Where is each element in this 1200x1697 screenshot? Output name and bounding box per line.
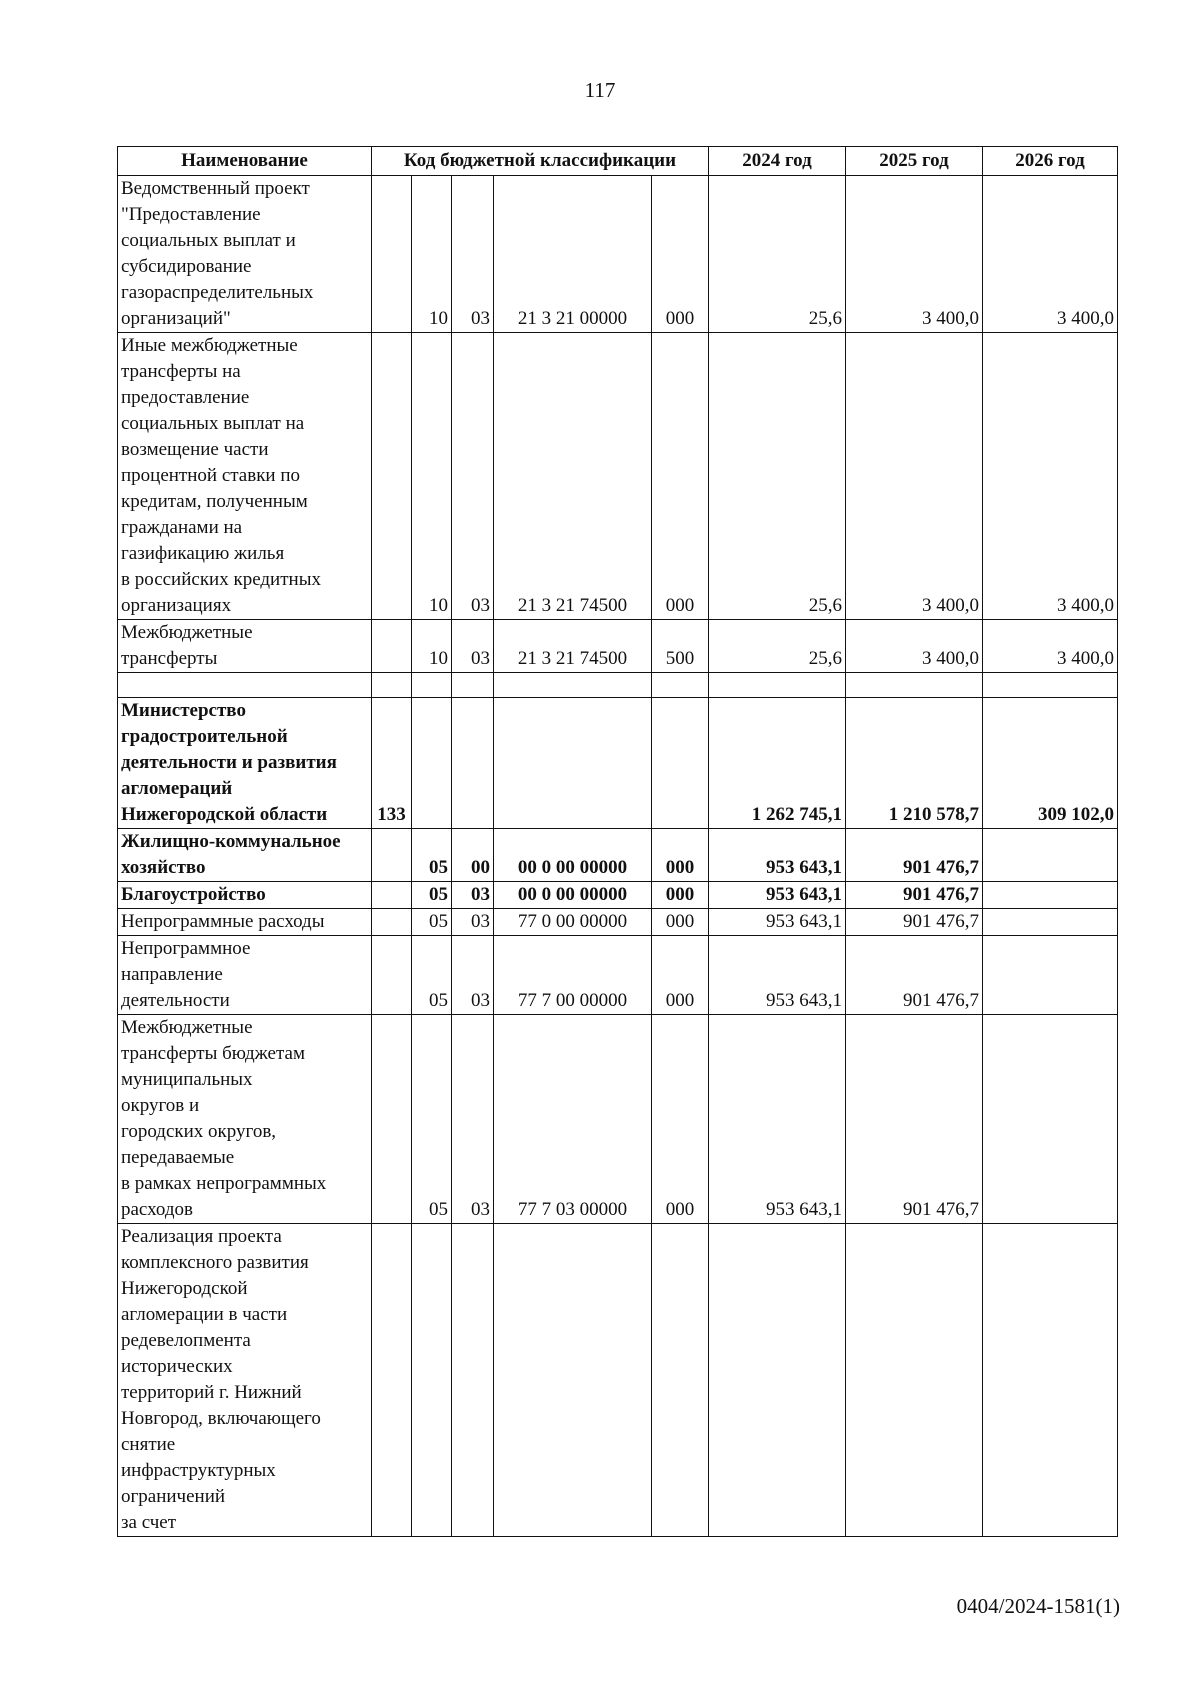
amount-2025-cell: 3 400,0 xyxy=(846,333,983,620)
row-name-cell xyxy=(118,698,372,829)
row-name-line: процентной ставки по xyxy=(121,465,301,486)
row-name-line: кредитам, полученным xyxy=(121,491,308,512)
row-name-cell xyxy=(118,620,372,673)
subsection-code-cell: 03 xyxy=(452,936,494,1015)
row-name-line: социальных выплат на xyxy=(121,413,305,434)
row-name-line: организаций" xyxy=(121,308,231,329)
subsection-code-cell: 03 xyxy=(452,882,494,909)
grbs-code-cell xyxy=(372,1224,412,1537)
section-code-cell: 05 xyxy=(412,1015,452,1224)
row-name-line: ограничений xyxy=(121,1486,226,1507)
header-row xyxy=(118,147,1118,176)
header-2026: 2026 год xyxy=(983,147,1118,176)
grbs-code-cell xyxy=(372,333,412,620)
grbs-code-cell xyxy=(372,1015,412,1224)
section-code-cell xyxy=(412,1224,452,1537)
expense-type-cell xyxy=(652,673,709,698)
row-name-cell xyxy=(118,176,372,333)
row-name-line: градостроительной xyxy=(121,726,288,747)
expense-type-cell: 000 xyxy=(652,1015,709,1224)
grbs-code-cell xyxy=(372,673,412,698)
amount-2024-cell: 25,6 xyxy=(709,620,846,673)
table-row xyxy=(118,909,1118,936)
row-name-line: хозяйство xyxy=(121,857,206,878)
expense-type-cell: 000 xyxy=(652,909,709,936)
amount-2026-cell: 3 400,0 xyxy=(983,620,1118,673)
section-code-cell xyxy=(412,673,452,698)
header-code: Код бюджетной классификации xyxy=(372,147,709,176)
row-name-line: Жилищно-коммунальное xyxy=(121,831,341,852)
target-article-cell: 00 0 00 00000 xyxy=(494,829,652,882)
row-name-line: деятельности и развития xyxy=(121,752,337,773)
amount-2026-cell xyxy=(983,673,1118,698)
row-name-line: социальных выплат и xyxy=(121,230,296,251)
section-code-cell: 05 xyxy=(412,829,452,882)
expense-type-cell: 000 xyxy=(652,829,709,882)
grbs-code-cell xyxy=(372,176,412,333)
section-code-cell: 05 xyxy=(412,882,452,909)
target-article-cell xyxy=(494,673,652,698)
row-name-line: Непрограммное xyxy=(121,938,251,959)
target-article-cell: 00 0 00 00000 xyxy=(494,882,652,909)
amount-2026-cell xyxy=(983,1015,1118,1224)
row-name-line: Ведомственный проект xyxy=(121,178,310,199)
row-name-line: инфраструктурных xyxy=(121,1460,276,1481)
target-article-cell: 21 3 21 74500 xyxy=(494,620,652,673)
row-name-line: за счет xyxy=(121,1512,177,1533)
amount-2024-cell: 953 643,1 xyxy=(709,936,846,1015)
amount-2025-cell: 3 400,0 xyxy=(846,176,983,333)
row-name-cell xyxy=(118,829,372,882)
table-row xyxy=(118,333,1118,620)
row-name-cell xyxy=(118,673,372,698)
row-name-line: газификацию жилья xyxy=(121,543,285,564)
amount-2026-cell xyxy=(983,829,1118,882)
row-name-cell xyxy=(118,936,372,1015)
section-code-cell xyxy=(412,698,452,829)
amount-2024-cell: 953 643,1 xyxy=(709,882,846,909)
amount-2024-cell: 1 262 745,1 xyxy=(709,698,846,829)
section-code-cell: 10 xyxy=(412,333,452,620)
header-2025: 2025 год xyxy=(846,147,983,176)
expense-type-cell: 000 xyxy=(652,882,709,909)
amount-2026-cell: 3 400,0 xyxy=(983,333,1118,620)
table-row xyxy=(118,1015,1118,1224)
row-name-line: "Предоставление xyxy=(121,204,261,225)
amount-2025-cell: 901 476,7 xyxy=(846,1015,983,1224)
expense-type-cell xyxy=(652,698,709,829)
row-name-line: городских округов, передаваемые xyxy=(121,1121,277,1168)
expense-type-cell: 000 xyxy=(652,176,709,333)
row-name-line: территорий г. Нижний xyxy=(121,1382,302,1403)
amount-2025-cell: 901 476,7 xyxy=(846,829,983,882)
amount-2026-cell xyxy=(983,1224,1118,1537)
section-code-cell: 10 xyxy=(412,176,452,333)
row-name-line: Межбюджетные xyxy=(121,622,253,643)
amount-2024-cell: 953 643,1 xyxy=(709,909,846,936)
target-article-cell xyxy=(494,1224,652,1537)
table-row xyxy=(118,620,1118,673)
amount-2025-cell xyxy=(846,673,983,698)
row-name-line: редевелопмента xyxy=(121,1330,251,1351)
amount-2026-cell xyxy=(983,936,1118,1015)
grbs-code-cell xyxy=(372,620,412,673)
amount-2024-cell: 953 643,1 xyxy=(709,829,846,882)
row-name-line: трансферты на xyxy=(121,361,241,382)
header-2024: 2024 год xyxy=(709,147,846,176)
amount-2024-cell: 25,6 xyxy=(709,176,846,333)
row-name-line: Межбюджетные xyxy=(121,1017,253,1038)
amount-2026-cell: 309 102,0 xyxy=(983,698,1118,829)
table-row xyxy=(118,673,1118,698)
row-name-line: округов и xyxy=(121,1095,200,1116)
amount-2025-cell xyxy=(846,1224,983,1537)
row-name-line: Новгород, включающего снятие xyxy=(121,1408,321,1455)
header-name: Наименование xyxy=(118,147,372,176)
row-name-line: Иные межбюджетные xyxy=(121,335,298,356)
row-name-line: Непрограммные расходы xyxy=(121,911,325,932)
row-name-cell xyxy=(118,1015,372,1224)
grbs-code-cell xyxy=(372,882,412,909)
row-name-line: Министерство xyxy=(121,700,246,721)
section-code-cell: 05 xyxy=(412,936,452,1015)
row-name-line: агломераций Нижегородской области xyxy=(121,778,328,825)
table-row xyxy=(118,829,1118,882)
grbs-code-cell xyxy=(372,829,412,882)
expense-type-cell: 000 xyxy=(652,936,709,1015)
subsection-code-cell: 00 xyxy=(452,829,494,882)
section-code-cell: 10 xyxy=(412,620,452,673)
row-name-cell xyxy=(118,333,372,620)
budget-table xyxy=(117,146,1118,1537)
row-name-line: агломерации в части xyxy=(121,1304,288,1325)
row-name-line: предоставление xyxy=(121,387,250,408)
row-name-line: Благоустройство xyxy=(121,884,266,905)
row-name-line: деятельности xyxy=(121,990,230,1011)
amount-2026-cell: 3 400,0 xyxy=(983,176,1118,333)
target-article-cell: 77 7 03 00000 xyxy=(494,1015,652,1224)
row-name-line: организациях xyxy=(121,595,232,616)
amount-2025-cell: 901 476,7 xyxy=(846,909,983,936)
subsection-code-cell: 03 xyxy=(452,620,494,673)
subsection-code-cell: 03 xyxy=(452,1015,494,1224)
row-name-cell xyxy=(118,1224,372,1537)
target-article-cell xyxy=(494,698,652,829)
amount-2025-cell: 3 400,0 xyxy=(846,620,983,673)
row-name-line: комплексного развития xyxy=(121,1252,309,1273)
grbs-code-cell xyxy=(372,909,412,936)
row-name-line: субсидирование газораспределительных xyxy=(121,256,314,303)
amount-2024-cell: 25,6 xyxy=(709,333,846,620)
target-article-cell: 77 0 00 00000 xyxy=(494,909,652,936)
expense-type-cell xyxy=(652,1224,709,1537)
amount-2024-cell xyxy=(709,1224,846,1537)
row-name-line: Реализация проекта xyxy=(121,1226,282,1247)
table-row xyxy=(118,1224,1118,1537)
subsection-code-cell xyxy=(452,698,494,829)
table-row xyxy=(118,176,1118,333)
grbs-code-cell: 133 xyxy=(372,698,412,829)
amount-2026-cell xyxy=(983,909,1118,936)
amount-2024-cell xyxy=(709,673,846,698)
subsection-code-cell: 03 xyxy=(452,909,494,936)
subsection-code-cell: 03 xyxy=(452,333,494,620)
table-row xyxy=(118,882,1118,909)
row-name-line: исторических xyxy=(121,1356,233,1377)
amount-2025-cell: 901 476,7 xyxy=(846,936,983,1015)
subsection-code-cell xyxy=(452,673,494,698)
expense-type-cell: 500 xyxy=(652,620,709,673)
row-name-line: в рамках непрограммных расходов xyxy=(121,1173,327,1220)
grbs-code-cell xyxy=(372,936,412,1015)
table-row xyxy=(118,698,1118,829)
row-name-line: Нижегородской xyxy=(121,1278,248,1299)
target-article-cell: 21 3 21 74500 xyxy=(494,333,652,620)
amount-2024-cell: 953 643,1 xyxy=(709,1015,846,1224)
row-name-line: трансферты xyxy=(121,648,218,669)
expense-type-cell: 000 xyxy=(652,333,709,620)
table-row xyxy=(118,936,1118,1015)
row-name-line: возмещение части xyxy=(121,439,269,460)
amount-2026-cell xyxy=(983,882,1118,909)
amount-2025-cell: 1 210 578,7 xyxy=(846,698,983,829)
subsection-code-cell xyxy=(452,1224,494,1537)
row-name-line: направление xyxy=(121,964,223,985)
target-article-cell: 77 7 00 00000 xyxy=(494,936,652,1015)
row-name-cell xyxy=(118,909,372,936)
target-article-cell: 21 3 21 00000 xyxy=(494,176,652,333)
document-code: 0404/2024-1581(1) xyxy=(956,1594,1120,1618)
row-name-line: трансферты бюджетам муниципальных xyxy=(121,1043,305,1090)
subsection-code-cell: 03 xyxy=(452,176,494,333)
amount-2025-cell: 901 476,7 xyxy=(846,882,983,909)
page-number: 117 xyxy=(584,78,616,102)
row-name-line: в российских кредитных xyxy=(121,569,321,590)
row-name-line: гражданами на xyxy=(121,517,243,538)
row-name-cell xyxy=(118,882,372,909)
section-code-cell: 05 xyxy=(412,909,452,936)
